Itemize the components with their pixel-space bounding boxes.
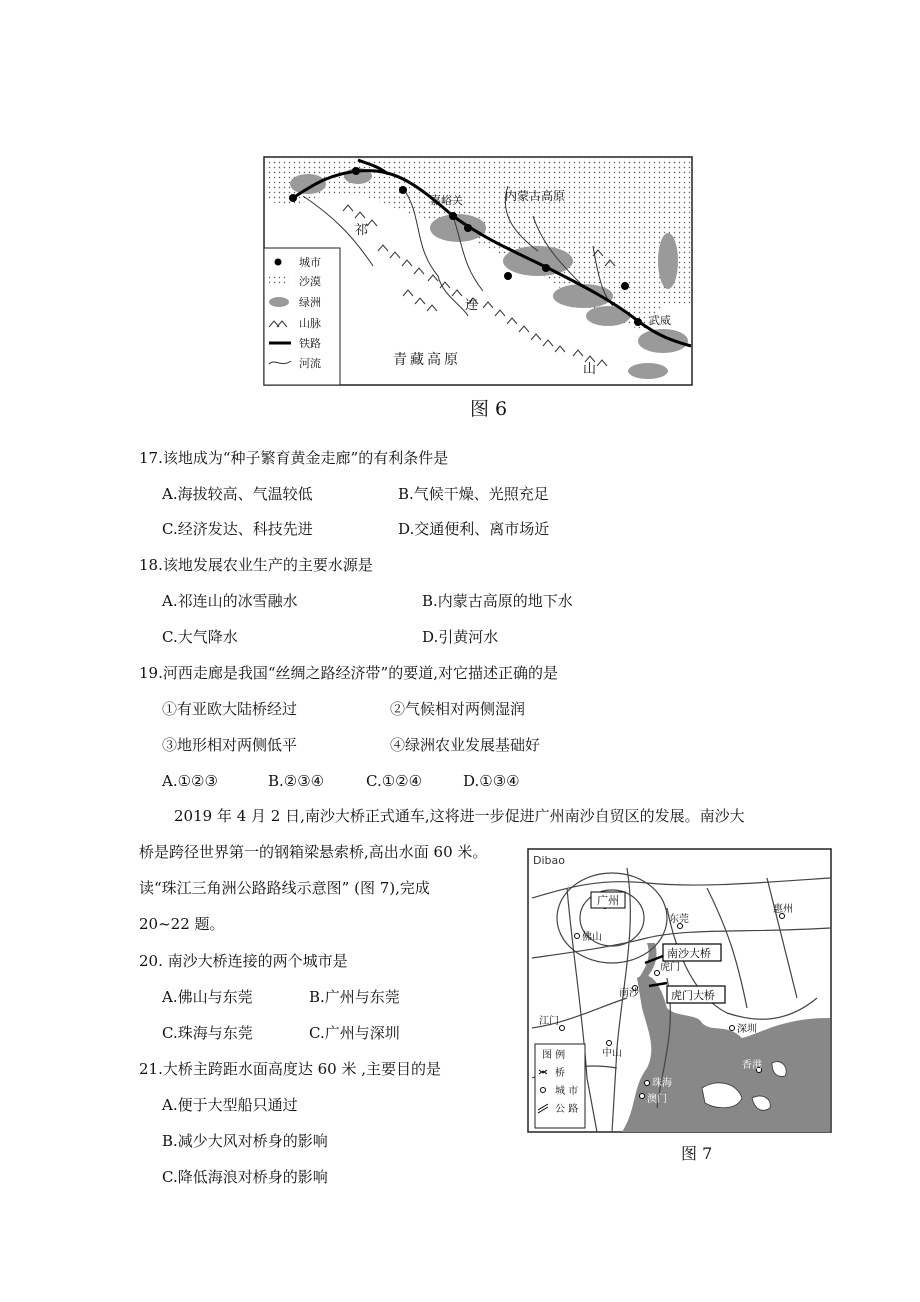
label-qingzang: 青藏高原 bbox=[393, 352, 461, 368]
q18-option-a: A.祁连山的冰雪融水 bbox=[162, 592, 298, 610]
q20-option-d: C.广州与深圳 bbox=[309, 1024, 400, 1042]
legend-label: 沙漠 bbox=[299, 275, 321, 288]
label-shan: 山 bbox=[583, 362, 597, 377]
q17-option-b: B.气候干燥、光照充足 bbox=[398, 485, 549, 503]
map-legend bbox=[264, 248, 340, 385]
city-label-nansha: 南沙 bbox=[619, 988, 639, 999]
q17-option-c: C.经济发达、科技先进 bbox=[162, 520, 313, 538]
intro-line-4: 20~22 题。 bbox=[139, 915, 225, 933]
nansha-bridge-label: 南沙大桥 bbox=[667, 947, 711, 960]
q19-statement-1: ①有亚欧大陆桥经过 bbox=[162, 700, 298, 718]
city-label-foshan: 佛山 bbox=[582, 932, 602, 943]
q21-option-b: B.减少大风对桥身的影响 bbox=[162, 1132, 328, 1150]
city-label-hongkong: 香港 bbox=[742, 1060, 762, 1071]
q19-statement-3: ③地形相对两侧低平 bbox=[162, 736, 298, 754]
desert-dots-icon bbox=[269, 276, 289, 285]
city-label-huizhou: 惠州 bbox=[773, 904, 793, 915]
q19-option-a: A.①②③ bbox=[162, 772, 218, 790]
legend-city: 城 市 bbox=[555, 1086, 579, 1097]
q18-stem: 18.该地发展农业生产的主要水源是 bbox=[139, 556, 373, 574]
legend-title: 图 例 bbox=[542, 1050, 566, 1061]
q19-option-c: C.①②④ bbox=[366, 772, 423, 790]
legend-label: 山脉 bbox=[299, 317, 321, 330]
city-label-jiangmen: 江门 bbox=[539, 1016, 559, 1027]
intro-line-3: 读“珠江三角洲公路路线示意图” (图 7),完成 bbox=[139, 879, 430, 897]
intro-line-2: 桥是跨径世界第一的钢箱梁悬索桥,高出水面 60 米。 bbox=[139, 843, 488, 861]
legend-label: 铁路 bbox=[299, 337, 321, 350]
figure7-caption: 图 7 bbox=[681, 1144, 713, 1163]
city-label-zhongshan: 中山 bbox=[602, 1048, 622, 1059]
city-label-humen: 虎门 bbox=[660, 962, 680, 973]
pearl-river-delta-map bbox=[527, 848, 832, 1133]
figure6-caption: 图 6 bbox=[470, 398, 508, 420]
q18-option-c: C.大气降水 bbox=[162, 628, 238, 646]
oasis-blob-icon bbox=[269, 297, 289, 307]
q17-stem: 17.该地成为“种子繁育黄金走廊”的有利条件是 bbox=[139, 449, 449, 467]
city-label-guangzhou: 广州 bbox=[597, 894, 619, 907]
q21-stem: 21.大桥主跨距水面高度达 60 米 ,主要目的是 bbox=[139, 1060, 442, 1078]
q21-option-a: A.便于大型船只通过 bbox=[162, 1096, 298, 1114]
q17-option-d: D.交通便利、离市场近 bbox=[398, 520, 550, 538]
humen-bridge-label: 虎门大桥 bbox=[671, 989, 715, 1002]
q20-option-a: A.佛山与东莞 bbox=[162, 988, 253, 1006]
label-inner-mongolia: 内蒙古高原 bbox=[505, 189, 566, 203]
hexi-corridor-map bbox=[263, 156, 693, 386]
label-lian: 连 bbox=[465, 298, 479, 313]
legend-road: 公 路 bbox=[555, 1104, 579, 1115]
map7-legend bbox=[535, 1044, 585, 1128]
label-jiayuguan: 嘉峪关 bbox=[430, 194, 463, 207]
q20-option-c: C.珠海与东莞 bbox=[162, 1024, 253, 1042]
label-wuwei: 武威 bbox=[649, 314, 671, 327]
intro-line-1: 2019 年 4 月 2 日,南沙大桥正式通车,这将进一步促进广州南沙自贸区的发展。南沙大 bbox=[174, 807, 745, 825]
q20-option-b: B.广州与东莞 bbox=[309, 988, 400, 1006]
q18-option-d: D.引黄河水 bbox=[422, 628, 499, 646]
legend-label: 河流 bbox=[299, 357, 321, 370]
q19-statement-4: ④绿洲农业发展基础好 bbox=[390, 736, 541, 754]
q19-stem: 19.河西走廊是我国“丝绸之路经济带”的要道,对它描述正确的是 bbox=[139, 664, 558, 682]
label-qi: 祁 bbox=[355, 223, 369, 238]
legend-bridge: 桥 bbox=[555, 1068, 565, 1079]
city-label-macau: 澳门 bbox=[647, 1094, 667, 1105]
q19-option-d: D.①③④ bbox=[463, 772, 520, 790]
q19-option-b: B.②③④ bbox=[268, 772, 325, 790]
city-circle-icon bbox=[541, 1088, 546, 1093]
q20-stem: 20. 南沙大桥连接的两个城市是 bbox=[139, 952, 348, 970]
q19-statement-2: ②气候相对两侧湿润 bbox=[390, 700, 526, 718]
q21-option-c: C.降低海浪对桥身的影响 bbox=[162, 1168, 328, 1186]
q17-option-a: A.海拔较高、气温较低 bbox=[162, 485, 313, 503]
city-label-dongguan: 东莞 bbox=[669, 914, 689, 925]
q18-option-b: B.内蒙古高原的地下水 bbox=[422, 592, 573, 610]
legend-label: 绿洲 bbox=[299, 296, 321, 309]
city-label-shenzhen: 深圳 bbox=[737, 1024, 757, 1035]
map-watermark: Dibao bbox=[533, 854, 565, 867]
city-label-zhuhai: 珠海 bbox=[652, 1078, 672, 1089]
legend-label: 城市 bbox=[299, 256, 321, 269]
city-dot-icon bbox=[275, 259, 282, 266]
